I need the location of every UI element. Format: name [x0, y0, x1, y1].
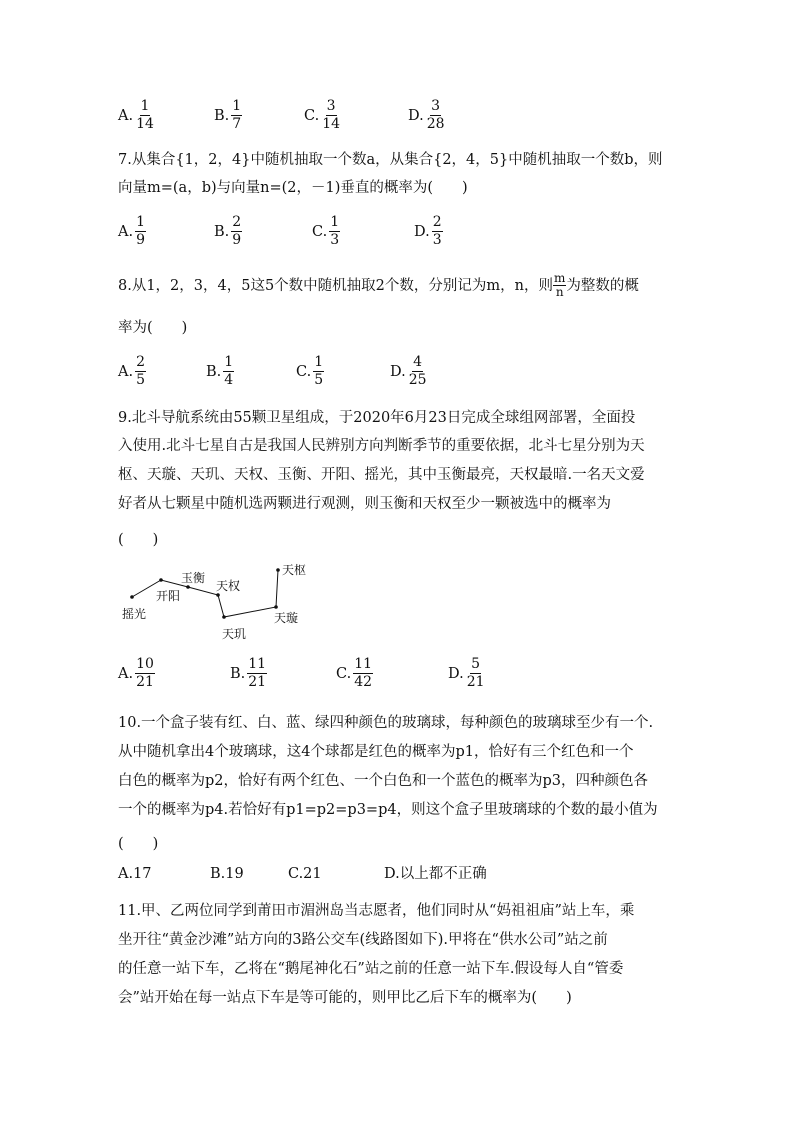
- option-label: C.: [312, 223, 328, 240]
- option-label: A.: [118, 223, 134, 240]
- q7-option-b: [214, 214, 242, 249]
- option-label: A.: [118, 363, 134, 380]
- q8-text-post: 为整数的概: [566, 277, 639, 294]
- fraction: $\frac{1}{7}$: [232, 98, 242, 132]
- option-label: A.: [118, 665, 134, 682]
- star-yaoguang: [130, 595, 134, 599]
- q8-line-2: 率为( ): [118, 320, 188, 336]
- q8-option-d: [390, 354, 428, 389]
- q9-option-c: [336, 656, 373, 691]
- star-yuheng: [186, 585, 190, 589]
- fraction: $\frac{11}{21}$: [248, 656, 267, 690]
- q9-line-1: 9.北斗导航系统由55颗卫星组成，于2020年6月23日完成全球组网部署，全面投: [118, 410, 636, 426]
- option-label: B.: [214, 223, 230, 240]
- q10-line-1: 10.一个盒子装有红、白、蓝、绿四种颜色的玻璃球，每种颜色的玻璃球至少有一个.: [118, 715, 654, 731]
- q7-option-d: [414, 214, 443, 249]
- label-tianshu: 天枢: [282, 563, 307, 577]
- fraction: $\frac{4}{25}$: [408, 354, 427, 388]
- q11-line-3: 的任意一站下车，乙将在“鹅尾神化石”站之前的任意一站下车.假设每人自“管委: [118, 961, 624, 977]
- fraction: $\frac{1}{3}$: [330, 214, 340, 248]
- option-label: D.: [414, 223, 430, 240]
- option-label: D.: [408, 107, 424, 124]
- q10-line-2: 从中随机拿出4个玻璃球，这4个球都是红色的概率为p1，恰好有三个红色和一个: [118, 744, 634, 760]
- q8-line-1: [118, 272, 639, 299]
- option-label: D.: [390, 363, 406, 380]
- label-tianxuan: 天璇: [274, 611, 299, 625]
- fraction: $\frac{1}{4}$: [224, 354, 234, 388]
- option-label: D.: [448, 665, 464, 682]
- q10-option-d: D.以上都不正确: [384, 866, 487, 882]
- q9-option-a: [118, 656, 155, 691]
- label-kaiyang: 开阳: [156, 589, 181, 603]
- q6-option-a: [118, 98, 155, 133]
- label-yuheng: 玉衡: [181, 571, 206, 585]
- option-label: C.: [336, 665, 352, 682]
- fraction: $\frac{1}{5}$: [314, 354, 324, 388]
- q11-line-4: 会”站开始在每一站点下车是等可能的，则甲比乙后下车的概率为( ): [118, 990, 572, 1006]
- q10-option-b: B.19: [210, 866, 244, 882]
- q7-option-a: [118, 214, 146, 249]
- q8-option-b: [206, 354, 234, 389]
- q11-line-1: 11.甲、乙两位同学到莆田市湄洲岛当志愿者，他们同时从“妈祖祖庙”站上车，乘: [118, 903, 635, 919]
- q6-option-d: [408, 98, 446, 133]
- q9-option-d: [448, 656, 486, 691]
- option-label: C.: [304, 107, 320, 124]
- q10-line-4: 一个的概率为p4.若恰好有p1=p2=p3=p4，则这个盒子里玻璃球的个数的最小值为: [118, 802, 658, 818]
- q10-option-c: C.21: [288, 866, 322, 882]
- q8-fraction-m-over-n: $\frac{m}{n}$: [554, 271, 566, 299]
- star-tianxuan: [274, 605, 278, 609]
- label-tianji: 天玑: [222, 627, 247, 641]
- fraction: $\frac{10}{21}$: [136, 656, 154, 690]
- q9-line-2: 入使用.北斗七星自古是我国人民辨别方向判断季节的重要依据，北斗七星分别为天: [118, 438, 645, 454]
- star-tianshu: [276, 568, 280, 572]
- fraction: $\frac{3}{28}$: [426, 98, 445, 132]
- q9-option-b: [230, 656, 267, 691]
- star-tianji: [222, 615, 226, 619]
- option-label: B.: [230, 665, 246, 682]
- option-label: C.: [296, 363, 312, 380]
- option-label: B.: [206, 363, 222, 380]
- star-kaiyang: [159, 578, 163, 582]
- fraction: $\frac{2}{9}$: [232, 214, 242, 248]
- star-tianquan: [216, 593, 220, 597]
- q10-line-5: ( ): [118, 836, 159, 852]
- fraction: $\frac{2}{3}$: [432, 214, 442, 248]
- q9-line-5: ( ): [118, 532, 159, 548]
- fraction: $\frac{11}{42}$: [354, 656, 373, 690]
- fraction: $\frac{1}{9}$: [136, 214, 146, 248]
- q9-line-4: 好者从七颗星中随机选两颗进行观测，则玉衡和天权至少一颗被选中的概率为: [118, 496, 611, 512]
- q11-line-2: 坐开往“黄金沙滩”站方向的3路公交车(线路图如下).甲将在“供水公司”站之前: [118, 932, 608, 948]
- option-label: A.: [118, 107, 134, 124]
- q7-line-2: 向量m=(a，b)与向量n=(2，－1)垂直的概率为( ): [118, 180, 468, 196]
- q6-option-c: [304, 98, 341, 133]
- q6-option-b: [214, 98, 242, 133]
- q10-option-a: A.17: [118, 866, 152, 882]
- fraction: $\frac{3}{14}$: [322, 98, 341, 132]
- label-tianquan: 天权: [216, 579, 241, 593]
- q8-option-c: [296, 354, 324, 389]
- q10-line-3: 白色的概率为p2，恰好有两个红色、一个白色和一个蓝色的概率为p3，四种颜色各: [118, 773, 649, 789]
- fraction: $\frac{2}{5}$: [136, 354, 146, 388]
- q7-option-c: [312, 214, 340, 249]
- q8-option-a: [118, 354, 146, 389]
- q8-text-pre: 8.从1，2，3，4，5这5个数中随机抽取2个数，分别记为m，n，则: [118, 277, 553, 294]
- fraction: $\frac{1}{14}$: [136, 98, 154, 132]
- big-dipper-figure: [118, 560, 348, 650]
- label-yaoguang: 摇光: [122, 607, 147, 621]
- q7-line-1: 7.从集合{1，2，4}中随机抽取一个数a，从集合{2，4，5}中随机抽取一个数b，则: [118, 152, 663, 168]
- fraction: $\frac{5}{21}$: [466, 656, 485, 690]
- q9-line-3: 枢、天璇、天玑、天权、玉衡、开阳、摇光，其中玉衡最亮，天权最暗.一名天文爱: [118, 467, 645, 483]
- option-label: B.: [214, 107, 230, 124]
